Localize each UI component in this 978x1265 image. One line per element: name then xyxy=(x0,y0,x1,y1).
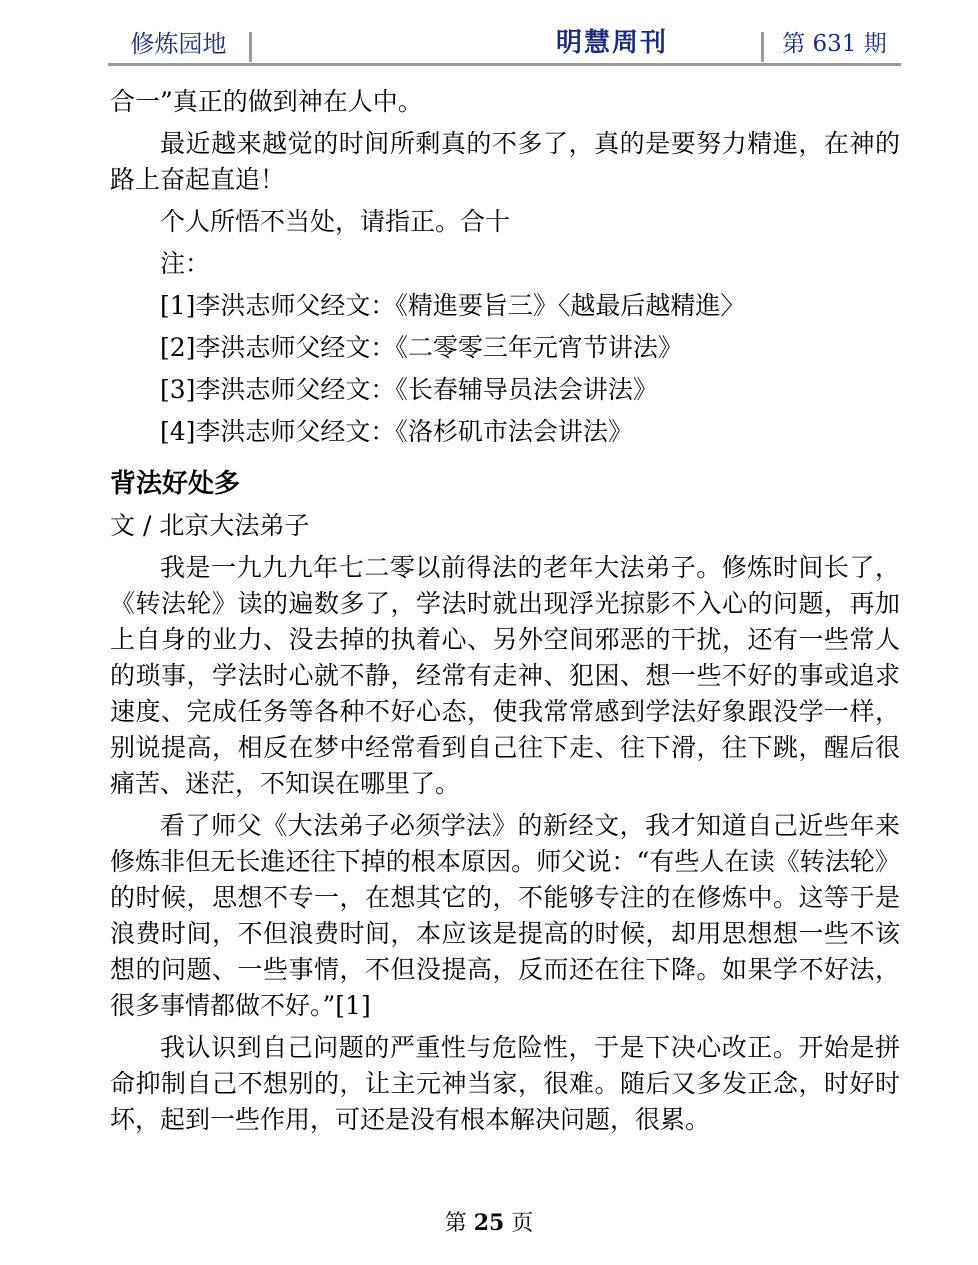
page-label-prefix: 第 xyxy=(444,1211,467,1236)
header-rule xyxy=(108,63,901,66)
paragraph: 看了师父《大法弟子必须学法》的新经文，我才知道自己近些年来修炼非但无长進还往下掉的根本原因。师父说：“有些人在读《转法轮》的时候，思想不专一，在想其它的，不能够专注的在修炼中。这等于是浪费时间，不但浪费时间，本应该是提高的时候，却用思想想一些不该想的问题、一些事情，不但没提高，反而还在往下降。如果学不好法，很多事情都做不好。”[1] xyxy=(110,811,900,1020)
paragraph: 个人所悟不当处，请指正。合十 xyxy=(160,207,511,236)
notes-label: 注： xyxy=(160,249,211,278)
page-header xyxy=(108,26,901,68)
paragraph: 最近越来越觉的时间所剩真的不多了，真的是要努力精進，在神的路上奋起直追！ xyxy=(110,129,900,194)
page-footer xyxy=(0,1208,978,1239)
continuation-text: 合一”真正的做到神在人中。 xyxy=(110,87,423,116)
note-item: [2]李洪志师父经文：《二零零三年元宵节讲法》 xyxy=(160,333,683,362)
header-divider-right xyxy=(761,32,764,62)
header-divider-left xyxy=(249,32,252,62)
paragraph: 我是一九九九年七二零以前得法的老年大法弟子。修炼时间长了，《转法轮》读的遍数多了，学法时就出现浮光掠影不入心的问题，再加上自身的业力、没去掉的执着心、另外空间邪恶的干扰，还有一些常人的琐事，学法时心就不静，经常有走神、犯困、想一些不好的事或追求速度、完成任务等各种不好心态，使我常常感到学法好象跟没学一样，别说提高，相反在梦中经常看到自己往下走、往下滑，往下跳，醒后很痛苦、迷茫，不知误在哪里了。 xyxy=(110,553,900,798)
section-name: 修炼园地 xyxy=(130,30,227,58)
publication-title: 明慧周刊 xyxy=(555,28,668,58)
note-item: [4]李洪志师父经文：《洛杉矶市法会讲法》 xyxy=(160,417,633,446)
paragraph: 我认识到自己问题的严重性与危险性，于是下决心改正。开始是拼命抑制自己不想别的，让主元神当家，很难。随后又多发正念，时好时坏，起到一些作用，可还是没有根本解决问题，很累。 xyxy=(110,1033,900,1134)
page-number: 25 xyxy=(473,1210,505,1236)
note-item: [1]李洪志师父经文：《精進要旨三》〈越最后越精進〉 xyxy=(160,291,746,320)
article-byline: 文 / 北京大法弟子 xyxy=(110,511,310,540)
issue-number: 第 631 期 xyxy=(782,31,887,57)
article-body xyxy=(110,84,900,1138)
note-item: [3]李洪志师父经文：《长春辅导员法会讲法》 xyxy=(160,375,658,404)
page-label-suffix: 页 xyxy=(511,1211,534,1236)
article-title: 背法好处多 xyxy=(110,469,241,499)
